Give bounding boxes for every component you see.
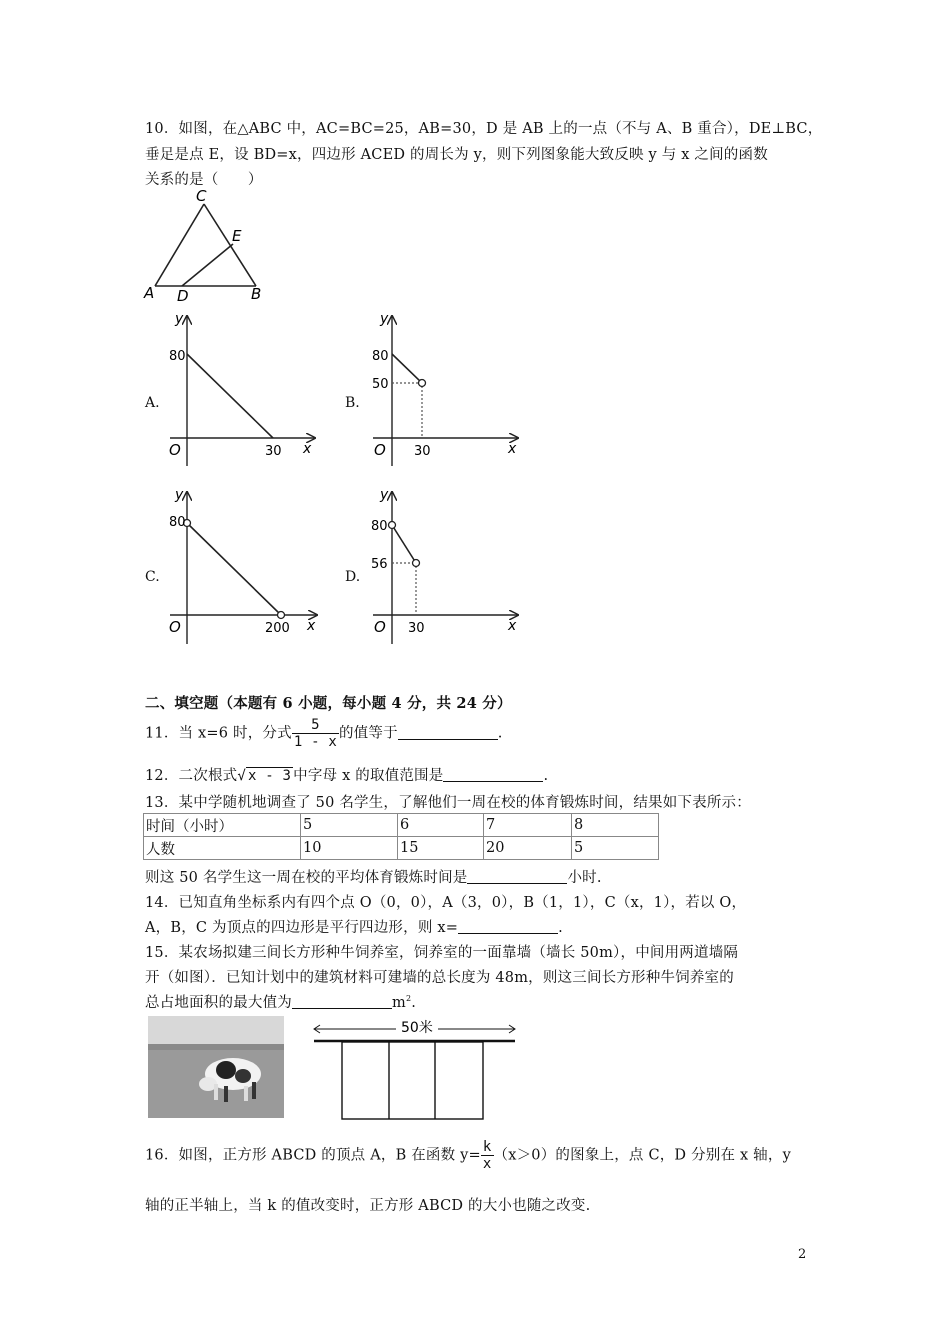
fraction-denominator: x [482,1156,492,1172]
q12-line [145,764,548,785]
q11-prefix: 11．当 x=6 时，分式 [145,725,292,742]
q14-line-2 [145,916,563,937]
origin-label: O [169,441,181,459]
q15-line3-prefix: 总占地面积的最大值为 [145,995,292,1011]
table-cell: 10 [301,837,398,860]
q15-unit: m [392,995,406,1011]
q13-line-1: 13．某中学随机地调查了 50 名学生，了解他们一周在校的体育锻炼时间，结果如下表所示： [145,795,751,811]
q13-answer-blank[interactable] [467,869,567,884]
table-row [144,837,659,860]
q15-line-3 [145,991,416,1012]
q11-end: . [497,725,503,742]
y-axis-label: y [175,311,184,327]
cow-photo [148,1016,284,1118]
option-c-graph [165,484,325,646]
q11-fraction [292,717,339,750]
q14-line2-prefix: A，B，C 为顶点的四边形是平行四边形，则 x= [145,920,459,936]
option-a-graph [165,308,320,468]
origin-label: O [374,441,386,459]
y-80-label: 80 [169,515,186,530]
pen-outline [342,1042,483,1119]
q16-fraction [481,1139,494,1172]
option-c-label: C. [145,569,160,585]
pen-layout-diagram [310,1015,520,1123]
triangle-abc-figure [140,186,270,306]
cow-image [148,1016,284,1118]
x-axis-label: x [307,618,316,634]
q13-after-suffix: 小时. [567,870,602,886]
y-80-label: 80 [371,519,388,534]
table-cell: 8 [572,814,659,837]
q11-line [145,717,503,750]
q14-end: . [558,920,563,936]
q13-after-prefix: 则这 50 名学生这一周在校的平均体育锻炼时间是 [145,870,468,886]
q12-end: . [543,768,549,784]
x-axis-label: x [508,441,517,457]
option-a-label: A. [145,395,160,411]
y-80-label: 80 [372,349,389,364]
q11-suffix: 的值等于 [338,725,398,742]
q15-end: . [411,995,417,1011]
table-cell: 5 [572,837,659,860]
fraction-numerator: 5 [311,717,320,733]
q12-suffix: 中字母 x 的取值范围是 [293,768,444,784]
wall-length-label: 50米 [401,1020,433,1036]
y-56-label: 56 [371,557,388,572]
label-d: D [177,287,189,305]
q16-prefix: 16．如图，正方形 ABCD 的顶点 A，B 在函数 y= [145,1147,481,1164]
q12-radical: √ x - 3 [237,768,292,784]
table-cell: 5 [301,814,398,837]
q15-line-1: 15．某农场拟建三间长方形种牛饲养室，饲养室的一面靠墙（墙长 50m），中间用两道墙隔 [145,945,739,961]
table-row [144,814,659,837]
q10-line-1: 10．如图，在△ABC 中，AC=BC=25，AB=30，D 是 AB 上的一点（不与 A、B 重合），DE⊥BC， [145,121,823,137]
q15-line-2: 开（如图）．已知计划中的建筑材料可建墙的总长度为 48m，则这三间长方形种牛饲养室的 [145,970,734,986]
y-axis-label: y [380,311,389,327]
q14-answer-blank[interactable] [458,919,558,934]
origin-label: O [169,618,181,636]
q16-line-2: 轴的正半轴上，当 k 的值改变时，正方形 ABCD 的大小也随之改变. [145,1198,591,1214]
table-cell: 15 [398,837,484,860]
table-cell: 7 [484,814,572,837]
q13-line-2 [145,866,602,887]
x-axis-label: x [303,441,312,457]
table-cell: 时间（小时） [144,814,301,837]
label-e: E [232,227,242,245]
x-200-label: 200 [265,621,290,636]
label-c: C [196,187,207,205]
table-cell: 20 [484,837,572,860]
q14-line-1: 14．已知直角坐标系内有四个点 O（0，0），A（3，0），B（1，1），C（x，1），若以 O， [145,895,747,911]
q10-line-2: 垂足是点 E，设 BD=x，四边形 ACED 的周长为 y，则下列图象能大致反映 y 与 x 之间的函数 [145,147,768,163]
fraction-numerator: k [482,1139,492,1155]
q12-answer-blank[interactable] [443,767,543,782]
fraction-denominator: 1 - x [293,734,337,750]
q11-answer-blank[interactable] [398,725,498,740]
q12-prefix: 12．二次根式 [145,768,238,784]
q16-line-1 [145,1139,791,1172]
x-30-label: 30 [408,621,425,636]
label-a: A [144,284,155,302]
q16-suffix: （x＞0）的图象上，点 C，D 分别在 x 轴，y [493,1147,791,1164]
x-30-label: 30 [265,444,282,459]
table-cell: 人数 [144,837,301,860]
label-b: B [251,285,262,303]
table-cell: 6 [398,814,484,837]
option-d-graph [368,484,523,646]
origin-label: O [374,618,386,636]
x-30-label: 30 [414,444,431,459]
y-80-label: 80 [169,349,186,364]
option-b-label: B. [345,395,360,411]
q15-answer-blank[interactable] [292,994,392,1009]
q13-table [143,813,659,860]
q15-unit-sup: 2 [405,994,412,1004]
y-axis-label: y [175,487,184,503]
page-number: 2 [798,1247,807,1262]
y-50-label: 50 [372,377,389,392]
x-axis-label: x [508,618,517,634]
radicand: x - 3 [248,768,292,784]
option-b-graph [368,308,523,468]
option-d-label: D. [345,569,361,585]
y-axis-label: y [380,487,389,503]
q10-line-3: 关系的是（ ） [145,172,263,188]
section-heading: 二、填空题（本题有 6 小题，每小题 4 分，共 24 分） [145,695,512,712]
